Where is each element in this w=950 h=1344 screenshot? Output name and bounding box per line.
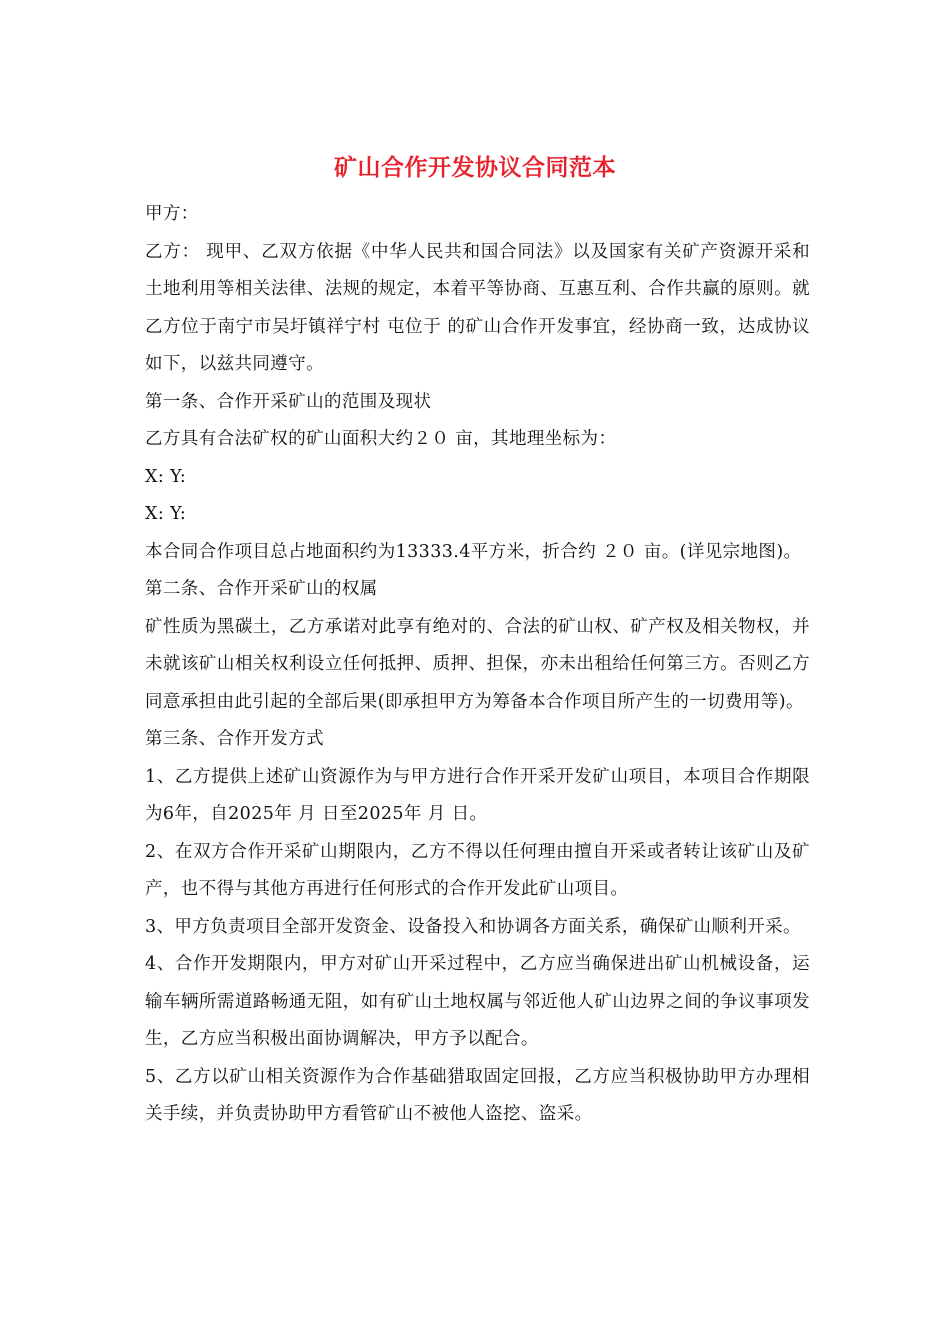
article-3-heading: 第三条、合作开发方式	[145, 729, 324, 749]
document-title: 矿山合作开发协议合同范本	[334, 155, 616, 181]
clause-3-2: 2、在双方合作开采矿山期限内，乙方不得以任何理由擅自开采或者转让该矿山及矿产，也不得与其他方再进行任何形式的合作开发此矿山项目。	[145, 841, 810, 899]
party-a-line: 甲方：	[145, 204, 199, 224]
clause-3-3: 3、甲方负责项目全部开发资金、设备投入和协调各方面关系，确保矿山顺利开采。	[145, 916, 801, 937]
preamble-paragraph: 乙方： 现甲、乙双方依据《中华人民共和国合同法》以及国家有关矿产资源开采和土地利用等相关法律、法规的规定，本着平等协商、互惠互利、合作共赢的原则。就乙方位于南宁市吴圩镇祥宁村 屯位于 的矿山合作开发事宜，经协商一致，达成协议如下，以兹共同遵守。	[145, 241, 810, 374]
coordinate-line-2: X: Y:	[145, 504, 187, 524]
article-1-heading: 第一条、合作开采矿山的范围及现状	[145, 391, 432, 412]
mine-area-paragraph: 乙方具有合法矿权的矿山面积大约２０ 亩，其地理坐标为：	[145, 429, 617, 449]
clause-3-4: 4、合作开发期限内，甲方对矿山开采过程中，乙方应当确保进出矿山机械设备，运输车辆所需道路畅通无阻，如有矿山土地权属与邻近他人矿山边界之间的争议事项发生，乙方应当积极出面协调解决，甲方予以配合。	[145, 954, 810, 1049]
coordinate-line-1: X: Y:	[145, 466, 187, 487]
document-body	[145, 196, 810, 1134]
total-area-paragraph: 本合同合作项目总占地面积约为13333.4平方米，折合约 ２０ 亩。(详见宗地图)。	[145, 541, 802, 562]
clause-3-1: 1、乙方提供上述矿山资源作为与甲方进行合作开采开发矿山项目，本项目合作期限为6年，自2025年 月 日至2025年 月 日。	[145, 766, 810, 824]
clause-3-5: 5、乙方以矿山相关资源作为合作基础猎取固定回报，乙方应当积极协助甲方办理相关手续，并负责协助甲方看管矿山不被他人盗挖、盗采。	[145, 1066, 810, 1124]
ownership-paragraph: 矿性质为黑碳土，乙方承诺对此享有绝对的、合法的矿山权、矿产权及相关物权，并未就该矿山相关权利设立任何抵押、质押、担保，亦未出租给任何第三方。否则乙方同意承担由此引起的全部后果(即承担甲方为筹备本合作项目所产生的一切费用等)。	[145, 616, 810, 712]
article-2-heading: 第二条、合作开采矿山的权属	[145, 579, 378, 599]
